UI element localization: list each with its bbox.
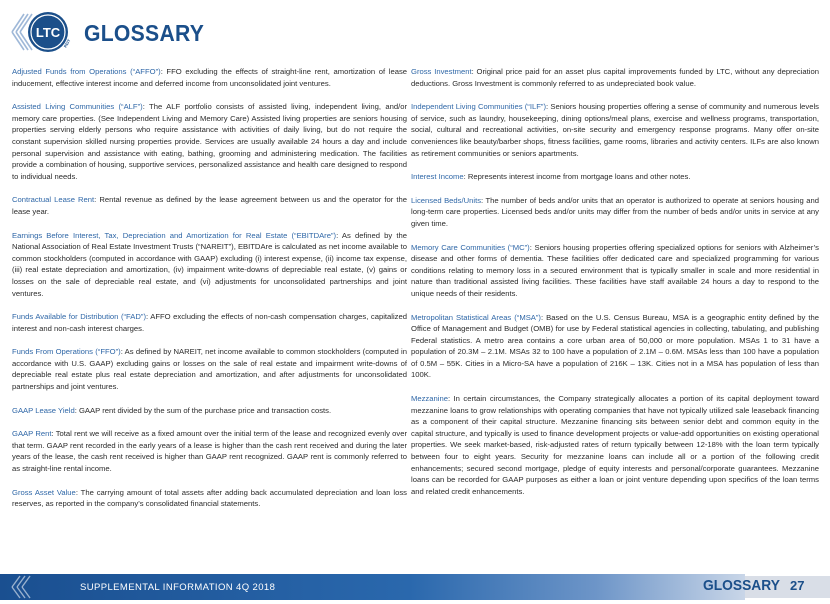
glossary-entry: [411, 171, 819, 183]
glossary-definition: : AFFO excluding the effects of non-cash compensation charges, capitalized interest and non-cash interest charges.: [12, 312, 407, 333]
glossary-definition: : FFO excluding the effects of straight-line rent, amortization of lease inducement, effective interest income and deferred income from unconsolidated joint ventures.: [12, 67, 408, 88]
glossary-term: Contractual Lease Rent: [12, 195, 95, 205]
glossary-entry: [12, 405, 407, 417]
glossary-entry: [12, 66, 407, 89]
glossary-term: Gross Investment: [411, 67, 472, 76]
glossary-entry: [12, 487, 407, 510]
glossary-term: Memory Care Communities (“MC”): [411, 242, 530, 252]
glossary-entry: [411, 66, 819, 89]
glossary-entry: [411, 393, 819, 497]
glossary-term: GAAP Lease Yield: [12, 405, 75, 415]
glossary-term: Mezzanine: [411, 394, 448, 404]
glossary-term: Metropolitan Statistical Areas (“MSA”): [411, 312, 541, 322]
page-header: [0, 0, 830, 62]
glossary-right-column: [411, 66, 819, 509]
glossary-term: Assisted Living Communities (“ALF”): [12, 102, 143, 112]
ltc-logo: [10, 8, 74, 56]
glossary-definition: : Seniors housing properties offering a sense of community and numerous levels of service, such as laundry, housekeeping, dining options/meal plans, exercise and wellness programs, transportation, social, cultural and recreational activities, on-site security and emergency response programs. Many offer on-site conveniences like beauty/barber shops, fitness facilities, game rooms, libraries and activity centers. ILFs are also known as retirement communities or seniors apartments.: [411, 102, 819, 158]
glossary-definition: : In certain circumstances, the Company strategically allocates a portion of its capital deployment toward mezzanine loans to grow relationships with operating companies that have not typically utilized sale leaseback financing as a component of their capital structure. Mezzanine financing sits between senior debt and common equity in the capital structure, and typically is used to finance development projects or value-add opportunities on existing operational properties. We seek market-based, risk-adjusted rates of return typically between 12-18% with the loan term typically between four to eight years. Security for mezzanine loans can include all or a portion of the following credit enhancements; secured second mortgage, pledge of equity interests and personal/corporate guarantees. Mezzanine loans can be recorded for GAAP purposes as either a loan or joint venture depending upon specifics of the loan terms and related credit enhancements.: [411, 394, 819, 496]
glossary-entry: [411, 242, 819, 300]
logo-subtext: REIT: [62, 38, 72, 49]
glossary-term: Licensed Beds/Units: [411, 195, 482, 205]
glossary-term: Interest Income: [411, 172, 464, 182]
footer-title: GLOSSARY: [703, 577, 780, 594]
glossary-definition: : Original price paid for an asset plus capital improvements funded by LTC, without any depreciation deductions. Gross Investment is commonly referred to as undepreciated book value.: [411, 67, 819, 88]
glossary-term: Earnings Before Interest, Tax, Depreciation and Amortization for Real Estate (“EBITDAre”): [12, 230, 337, 240]
glossary-entry: [411, 312, 819, 382]
glossary-entry: [12, 428, 407, 474]
footer-section-label: SUPPLEMENTAL INFORMATION 4Q 2018: [80, 582, 276, 593]
glossary-entry: [12, 346, 407, 392]
glossary-left-column: [12, 66, 407, 522]
stripes-icon: [8, 574, 68, 600]
glossary-entry: [12, 194, 407, 217]
glossary-term: Funds From Operations (“FFO”): [12, 347, 121, 357]
glossary-entry: [12, 311, 407, 334]
glossary-entry: [12, 101, 407, 182]
glossary-term: Adjusted Funds from Operations (“AFFO”): [12, 67, 161, 76]
glossary-definition: : As defined by the National Association of Real Estate Investment Trusts (“NAREIT”), EBITDAre is calculated as net income available to common stockholders (computed in accordance with GAAP) excluding (i) interest expense, (ii) income tax expense, (iii) real estate depreciation and amortization, (iv) impairment write-downs of depreciable real estate, (v) gains or losses on the sale of depreciable real estate, and (vi) adjustments for unconsolidated partnerships and joint ventures.: [12, 230, 408, 298]
glossary-definition: : Total rent we will receive as a fixed amount over the initial term of the lease and recognized evenly over that term. GAAP rent recorded in the early years of a lease is higher than the cash rent received and during the later years of the lease, the cash rent received is higher than GAAP rent recognized. GAAP rent is commonly referred to as straight-line rental income.: [12, 429, 408, 474]
glossary-entry: [12, 230, 407, 300]
glossary-term: Independent Living Communities (“ILF”): [411, 102, 546, 112]
glossary-definition: : Rental revenue as defined by the lease agreement between us and the operator for the lease year.: [12, 195, 407, 216]
glossary-term: GAAP Rent: [12, 429, 52, 439]
glossary-term: Funds Available for Distribution (“FAD”): [12, 312, 147, 322]
logo-text: LTC: [35, 25, 61, 40]
glossary-definition: : Seniors housing properties offering specialized options for seniors with Alzheimer’s disease and other forms of dementia. These facilities offer dedicated care and specialized programming for various conditions relating to memory loss in a secured environment that is typically smaller in scale and more residential in nature than traditional assisted living facilities. These facilities have staff available 24 hours a day to respond to the unique needs of their residents.: [411, 242, 819, 298]
glossary-term: Gross Asset Value: [12, 487, 76, 497]
glossary-definition: : As defined by NAREIT, net income available to common stockholders (computed in accordance with U.S. GAAP) excluding gains or losses on the sale of real estate and impairment write-downs of depreciable real estate plus real estate depreciation and amortization, and after adjustments for unconsolidated partnerships and joint ventures.: [12, 347, 407, 392]
glossary-definition: : Based on the U.S. Census Bureau, MSA is a geographic entity defined by the Office of Management and Budget (OMB) for use by Federal statistical agencies in collecting, tabulating, and publishing Federal statistics. A metro area contains a core urban area of 50,000 or more population. MSAs 1 to 31 have a population of 20.3M – 2.1M. MSAs 32 to 100 have a population of 2.1M – 0.6M. MSAs less than 100 have a population of 0.5M – 55K. Cities in a Micro-SA have a population of 216K – 13K. Cities not in a MSA has population of less than 100K.: [411, 312, 819, 380]
glossary-definition: : The number of beds and/or units that an operator is authorized to operate at seniors housing and long-term care properties. Licensed beds and/or units may differ from the number of beds and/or units in service at any given time.: [411, 195, 819, 228]
glossary-definition: : Represents interest income from mortgage loans and other notes.: [463, 172, 691, 182]
glossary-definition: : GAAP rent divided by the sum of the purchase price and transaction costs.: [74, 405, 332, 415]
glossary-entry: [411, 101, 819, 159]
glossary-entry: [411, 195, 819, 230]
page-title: GLOSSARY: [84, 20, 205, 46]
page-number: 27: [790, 578, 805, 593]
glossary-definition: : The carrying amount of total assets after adding back accumulated depreciation and loan loss reserves, as reported in the company’s consolidated financial statements.: [12, 487, 407, 509]
glossary-definition: : The ALF portfolio consists of assisted living, independent living, and/or memory care properties. (See Independent Living and Memory Care) Assisted living properties are seniors housing properties serving elderly persons who require assistance with activities of daily living, but do not require the constant supervision skilled nursing properties provide. Services are usually available 24 hours a day and include personal supervision and assistance with eating, bathing, grooming and administering medication. The facilities provide a combination of housing, supportive services, personalized assistance and health care designed to respond to individual needs.: [12, 102, 408, 181]
page-footer: [0, 566, 830, 604]
